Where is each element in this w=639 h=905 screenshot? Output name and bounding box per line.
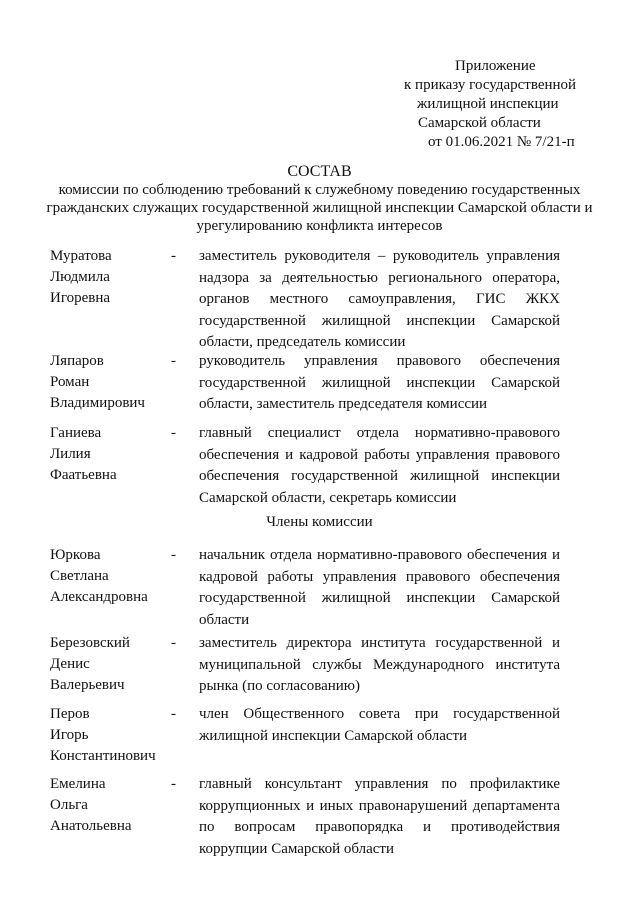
member-name: Ляпаров Роман Владимирович xyxy=(50,353,145,411)
separator-dash: - xyxy=(171,635,176,651)
member-name: Березовский Денис Валерьевич xyxy=(50,635,130,693)
member-role: руководитель управления правового обеспечения государственной жилищной инспекции Самарской области, заместитель председателя комиссии xyxy=(199,353,560,412)
member-role: главный специалист отдела нормативно-правового обеспечения и кадровой работы управления правового обеспечения государственной жилищной инспекции Самарской области, секретарь комиссии xyxy=(199,425,560,506)
separator-dash: - xyxy=(171,776,176,792)
appendix-line-4: Самарской области xyxy=(418,115,541,131)
member-name: Юркова Светлана Александровна xyxy=(50,547,148,605)
member-role: заместитель директора института государственной и муниципальной службы Международного института рынка (по согласованию) xyxy=(199,635,560,694)
member-name: Емелина Ольга Анатольевна xyxy=(50,776,132,834)
member-role: член Общественного совета при государственной жилищной инспекции Самарской области xyxy=(199,706,560,744)
member-name: Ганиева Лилия Фаатьевна xyxy=(50,425,117,483)
appendix-line-1: Приложение xyxy=(455,58,536,74)
separator-dash: - xyxy=(171,706,176,722)
separator-dash: - xyxy=(171,353,176,369)
document-subtitle-line-3: урегулированию конфликта интересов xyxy=(196,218,443,234)
document-title: СОСТАВ xyxy=(287,163,352,180)
appendix-line-2: к приказу государственной xyxy=(404,77,577,93)
separator-dash: - xyxy=(171,248,176,264)
separator-dash: - xyxy=(171,425,176,441)
appendix-line-5: от 01.06.2021 № 7/21-п xyxy=(428,134,575,150)
member-role: заместитель руководителя – руководитель управления надзора за деятельностью регионального оператора, органов местного самоуправления, ГИС ЖКХ государственной жилищной инспекции Самарской области, председатель комиссии xyxy=(199,248,560,350)
member-role: главный консультант управления по профилактике коррупционных и иных правонарушений департамента по вопросам правопорядка и противодействия коррупции Самарской области xyxy=(199,776,560,857)
document-subtitle-line-2: гражданских служащих государственной жилищной инспекции Самарской области и xyxy=(46,200,593,216)
separator-dash: - xyxy=(171,547,176,563)
appendix-line-3: жилищной инспекции xyxy=(417,96,559,112)
document-subtitle-line-1: комиссии по соблюдению требований к служебному поведению государственных xyxy=(58,182,581,198)
member-name: Муратова Людмила Игоревна xyxy=(50,248,112,306)
member-name: Перов Игорь Константинович xyxy=(50,706,156,764)
member-role: начальник отдела нормативно-правового обеспечения и кадровой работы управления правового обеспечения государственной жилищной инспекции Самарской области xyxy=(199,547,560,628)
members-heading: Члены комиссии xyxy=(266,514,373,530)
